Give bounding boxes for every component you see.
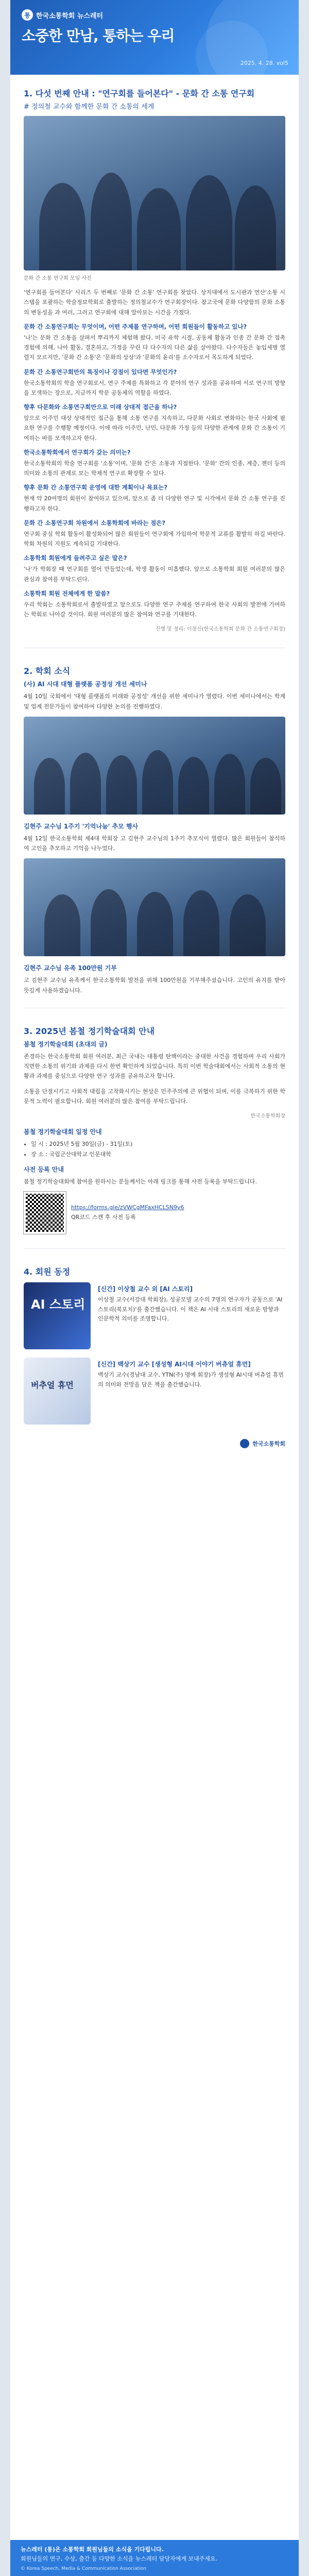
footer-copyright: © Korea Speech, Media & Communication Association bbox=[21, 2566, 146, 2572]
association-logo bbox=[24, 1439, 285, 1448]
registration-title: 사전 등록 안내 bbox=[24, 1165, 64, 1173]
schedule-place: • 장 소 : 국립군산대학교 인문대학 bbox=[31, 1149, 285, 1160]
memorial-photo bbox=[24, 858, 285, 956]
book-cover-text: 버추얼 휴먼 bbox=[31, 1380, 74, 1390]
member-news-title: [신간] 이상철 교수 외 [AI 스토리] bbox=[98, 1285, 193, 1293]
book-cover-thumbnail bbox=[24, 1358, 91, 1425]
section-3 bbox=[10, 1012, 299, 1244]
invitation-text: 소통을 단절시키고 사회적 대립을 고착화시키는 현상은 민주주의에 큰 위협이 되며, 이를 극복하기 위한 학문적 노력이 필요합니다. 회원 여러분의 많은 참여를 부탁드립니다. bbox=[24, 1088, 285, 1105]
answer: 앞으로 이주민 대상 상대적인 접근을 통해 소통 연구를 지속하고, 다문화 사회로 변화하는 한국 사회에 필요한 연구를 수행할 예정이다. 이에 따라 이주민, 난민, 다문화 가정 등의 다양한 관계에 문화 간 소통이 기여하는 바를 모색하고자 한다. bbox=[24, 415, 285, 442]
footer bbox=[10, 2540, 299, 2576]
member-news-text: 이상철 교수(서강대 학회장), 성공모델 교수의 7명의 연구자가 공동으로 'AI 스토리(북포치)'를 출간했습니다. 이 책은 AI 시대 스토리의 새로운 방향과 인문학적 의미를 조명합니다. bbox=[98, 1296, 283, 1323]
newsletter bbox=[10, 0, 299, 2576]
answer: 우리 학회는 소통학회로서 출발하였고 앞으로도 다양한 연구 주제를 연구하여 한국 사회의 발전에 기여하는 학회로 나아갈 것이다. 회원 여러분의 많은 참여와 연구를 기대한다. bbox=[24, 601, 285, 618]
invitation-sign: 한국소통학회장 bbox=[250, 1113, 285, 1119]
answer: 연구회 중심 학회 활동이 활성화되어 많은 회원들이 연구회에 가입하여 학문적 교류를 활발히 하길 바란다. 학회 차원의 지원도 계속되길 기대한다. bbox=[24, 530, 285, 547]
news-text: 4월 12일 한국소통학회 제4대 학회장 고 김현주 교수님의 1주기 추모식이 열렸다. 많은 회원들이 참석하여 고인을 추모하고 기억을 나누었다. bbox=[24, 835, 285, 852]
news-title[interactable]: 김현주 교수님 유족 100만원 기부 bbox=[24, 964, 117, 972]
book-cover-text: AI 스토리 bbox=[31, 1297, 85, 1312]
question: 문화 간 소통연구회 차원에서 소통학회에 바라는 점은? bbox=[24, 519, 166, 527]
question: 한국소통학회에서 연구회가 갖는 의미는? bbox=[24, 448, 131, 456]
news-text: 고 김현주 교수님 유족께서 한국소통학회 발전을 위해 100만원을 기부해주셨습니다. 고인의 유지를 받아 뜻깊게 사용하겠습니다. bbox=[24, 977, 285, 994]
answer: '나'는 문화 간 소통을 살펴서 뿌리까지 체험해 왔다. 미국 유학 시절, 공동체 활동과 인종 간 문화 간 접촉 경험에 의해, 나아 활동, 결혼하고, 가정을 꾸린 다 다수자의 다른 삶을 살아왔다. 다수자들은 놓입세병 열렬지 모르지만, '문화 간 소통'은 '문화의 상상'과 '문화의 윤리'를 소수자로서 목도하게 되었다. bbox=[24, 334, 285, 361]
registration-box bbox=[24, 1192, 285, 1234]
answer: 현재 약 20여명의 회원이 참여하고 있으며, 앞으로 좀 더 다양한 연구 및 시각에서 문화 간 소통 연구를 진행하고자 한다. bbox=[24, 495, 285, 512]
answer: '나'가 학회장 때 연구회를 열어 만들었는데, 학생 활동이 미흡했다. 앞으로 소통학회 회원 여러분의 많은 관심과 참여를 부탁드린다. bbox=[24, 566, 285, 583]
schedule-title: 봄철 정기학술대회 일정 안내 bbox=[24, 1128, 102, 1136]
section-2 bbox=[10, 652, 299, 1004]
qr-code-icon[interactable] bbox=[24, 1192, 66, 1234]
member-news-card[interactable] bbox=[24, 1282, 285, 1349]
registration-link[interactable]: https://forms.gle/zVWCgMFaxHCLSN9y6 bbox=[71, 1204, 184, 1211]
invitation-title: 봄철 정기학술대회 (초대의 글) bbox=[24, 1040, 108, 1048]
news-text: 4월 10일 국회에서 '대형 플랫폼의 미래와 공정성' 개선을 위한 세미나가 열렸다. 이번 세미나에서는 학계 및 업계 전문가들이 참여하여 다양한 논의를 진행하였다. bbox=[24, 693, 285, 710]
section-1-subtitle: # 정의철 교수와 함께한 문화 간 소통의 세계 bbox=[24, 103, 154, 111]
brand-name: 한국소통학회 뉴스레터 bbox=[36, 12, 104, 20]
photo-caption: 문화 간 소통 연구회 모임 사진 bbox=[24, 276, 92, 281]
question: 문화 간 소통연구회는 무엇이며, 어떤 주제를 연구하며, 어떤 회원들이 활동하고 있나? bbox=[24, 323, 247, 330]
brand-logo-icon: 통 bbox=[22, 9, 33, 21]
section-1-title: 1. 다섯 번째 안내 : "연구회를 들어본다" - 문화 간 소통 연구회 bbox=[24, 89, 255, 98]
member-news-title: [신간] 백상기 교수 [생성형 AI시대 이야기 버츄얼 휴먼] bbox=[98, 1360, 251, 1368]
invitation-text: 존경하는 한국소통학회 회원 여러분, 최근 국내는 대통령 탄핵이라는 중대한 사건을 경험하며 우리 사회가 직면한 소통의 위기와 과제를 다시 한번 확인하게 되었습니다. 특히 이번 학술대회에서는 사회적 소통의 현황과 과제를 중심으로 다양한 연구 성과를 공유하고자 합니다. bbox=[24, 1053, 285, 1080]
section-2-title: 2. 학회 소식 bbox=[24, 666, 71, 676]
news-title[interactable]: (사) AI 시대 대형 플랫폼 공정성 개선 세미나 bbox=[24, 681, 147, 688]
question: 소통학회 회원에게 들려주고 싶은 말은? bbox=[24, 554, 127, 562]
member-news-card[interactable] bbox=[24, 1358, 285, 1425]
answer: 한국소통학회의 학술 연구회를 '소통'이며, '문화 간'은 소통과 지점한다. '문화' 간의 인종, 계층, 젠더 등의 의미와 소통의 관계로 보는 학제적 연구로 확장할 수 있다. bbox=[24, 460, 285, 477]
newsletter-title: 소중한 만남, 통하는 우리 bbox=[22, 27, 175, 44]
question: 향후 다문화와 소통연구회만으로 미래 상대적 접근을 하나? bbox=[24, 403, 177, 411]
interview-credit: 진행 및 정리: 이정신(한국소통학회 문화 간 소통연구회장) bbox=[155, 626, 285, 633]
question: 문화 간 소통연구회만의 특징이나 강점이 있다면 무엇인가? bbox=[24, 368, 177, 376]
section-4-title: 4. 회원 동정 bbox=[24, 1266, 71, 1277]
association-logo-text: 한국소통학회 bbox=[252, 1440, 285, 1447]
footer-subtext: 회원님들의 연구, 수상, 출간 등 다양한 소식을 뉴스레터 담당자에게 보내주세요. bbox=[21, 2555, 217, 2562]
schedule-list bbox=[24, 1139, 285, 1160]
group-photo bbox=[24, 116, 285, 270]
header-banner bbox=[10, 0, 299, 75]
section-3-title: 3. 2025년 봄철 정기학술대회 안내 bbox=[24, 1026, 155, 1036]
member-news-text: 백상기 교수(경남대 교수, YTN(주) 명예 회장)가 생성형 AI시대 버츄얼 휴먼의 의미와 전망을 담은 책을 출간했습니다. bbox=[98, 1371, 284, 1388]
question: 향후 문화 간 소통연구회 운영에 대한 계획이나 목표는? bbox=[24, 484, 168, 492]
section-4 bbox=[10, 1253, 299, 1436]
book-cover-thumbnail bbox=[24, 1282, 91, 1349]
issue-volume: 2025. 4. 28. vol5 bbox=[240, 60, 288, 66]
association-logo-icon bbox=[240, 1439, 249, 1448]
registration-note: 봄철 정기학술대회에 참여를 원하시는 분들께서는 아래 링크를 통해 사전 등록을 부탁드립니다. bbox=[24, 1178, 257, 1185]
question: 소통학회 회원 전체에게 한 말씀? bbox=[24, 589, 110, 597]
schedule-date: • 일 시 : 2025년 5월 30일(금) - 31일(토) bbox=[31, 1139, 285, 1149]
footer-text: 뉴스레터 (통)은 소통학회 회원님들의 소식을 기다립니다. bbox=[21, 2546, 164, 2553]
seminar-photo bbox=[24, 717, 285, 815]
answer: 한국소통학회의 학술 연구회로서, 연구 주제를 특화하고 각 분야의 연구 성과를 공유하며 서로 연구의 방향을 모색하는 장으로, 지금까지 학문 공동체의 역할을 하였다. bbox=[24, 379, 285, 396]
section-1 bbox=[10, 75, 299, 643]
intro-paragraph: '연구회를 들어본다' 시리즈 두 번째로 '문화 간 소통' 연구회를 찾았다. 상지대에서 도시관과 연산'소통 시스템을 포괄하는 학술정보학회로 출발하는 정의철교수가 연구회장이다. 참고국에 문화 다양함의 문화 소통의 변동성을 과 여러, 그러고 연구회에 대해 알아보는 시간을 가졌다. bbox=[24, 289, 285, 316]
news-title[interactable]: 김현주 교수님 1주기 '기억나눔' 추모 행사 bbox=[24, 822, 139, 830]
brand bbox=[22, 9, 103, 21]
qr-instruction: QR코드 스캔 후 사전 등록 bbox=[71, 1213, 136, 1221]
